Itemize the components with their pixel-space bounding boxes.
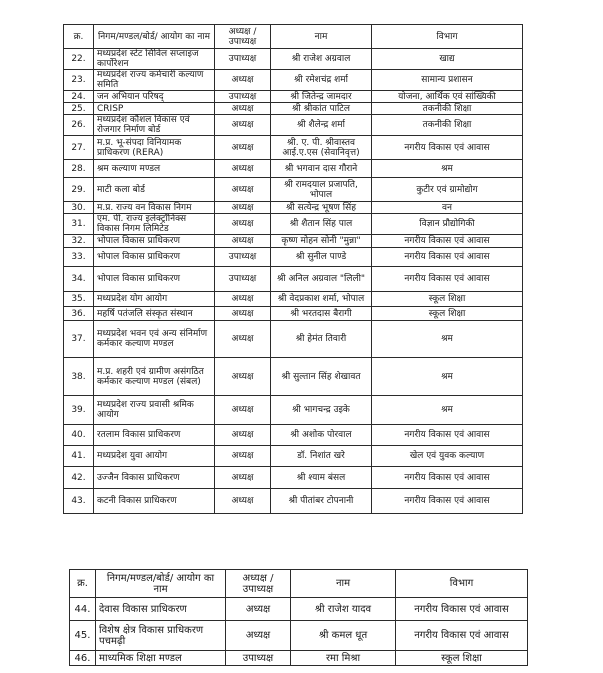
cell-organization: मध्यप्रदेश राज्य कर्मचारी कल्याण समिति [94, 70, 215, 91]
header-organization: निगम/मण्डल/बोर्ड/ आयोग का नाम [96, 570, 226, 598]
cell-serial-no: 38. [64, 358, 94, 396]
cell-serial-no: 35. [64, 292, 94, 307]
table-row [64, 70, 523, 91]
table-row [70, 651, 528, 666]
table-row [64, 49, 523, 70]
cell-post: उपाध्यक्ष [215, 91, 271, 103]
cell-department: खेल एवं युवक कल्याण [372, 446, 523, 467]
cell-organization: भोपाल विकास प्राधिकरण [94, 235, 215, 248]
cell-name: कृष्ण मोहन सोनी "मुन्ना" [271, 235, 372, 248]
cell-serial-no: 25. [64, 103, 94, 115]
cell-name: श्री शैतान सिंह पाल [271, 214, 372, 235]
cell-name: श्री जितेन्द्र जामदार [271, 91, 372, 103]
cell-department: योजना, आर्थिक एवं सांख्यिकी [372, 91, 523, 103]
table-row [64, 103, 523, 115]
cell-serial-no: 30. [64, 202, 94, 214]
header-name: नाम [271, 25, 372, 49]
cell-department: स्कूल शिक्षा [372, 307, 523, 321]
header-department: विभाग [372, 25, 523, 49]
cell-department: नगरीय विकास एवं आवास [372, 248, 523, 267]
header-department: विभाग [396, 570, 528, 598]
cell-organization: भोपाल विकास प्राधिकरण [94, 267, 215, 292]
table-row [64, 446, 523, 467]
cell-serial-no: 46. [70, 651, 96, 666]
cell-department: श्रम [372, 358, 523, 396]
table-row [64, 321, 523, 358]
table-row [64, 467, 523, 489]
cell-organization: मध्यप्रदेश भवन एवं अन्य संनिर्माण कर्मकार कल्याण मण्डल [94, 321, 215, 358]
cell-post: अध्यक्ष [215, 489, 271, 514]
cell-name: रमा मिश्रा [291, 651, 396, 666]
cell-department: स्कूल शिक्षा [396, 651, 528, 666]
cell-serial-no: 27. [64, 136, 94, 160]
cell-organization: म.प्र. राज्य वन विकास निगम [94, 202, 215, 214]
header-name: नाम [291, 570, 396, 598]
table-row [64, 307, 523, 321]
cell-department: तकनीकी शिक्षा [372, 115, 523, 136]
cell-department: श्रम [372, 321, 523, 358]
cell-organization: महर्षि पतंजलि संस्कृत संस्थान [94, 307, 215, 321]
cell-organization: मध्यप्रदेश स्टेट सिविल सप्लाइज कार्पोरेशन [94, 49, 215, 70]
cell-name: श्री कमल धूत [291, 621, 396, 651]
table-row [64, 396, 523, 425]
table-row [64, 248, 523, 267]
table-row [64, 91, 523, 103]
cell-serial-no: 45. [70, 621, 96, 651]
cell-post: अध्यक्ष [215, 202, 271, 214]
table-header-row [64, 25, 523, 49]
cell-name: श्री पीतांबर टोपनानी [271, 489, 372, 514]
appointments-table-top [63, 24, 523, 514]
cell-name: डॉ. निशांत खरे [271, 446, 372, 467]
table-row [64, 489, 523, 514]
cell-name: श्री भगवान दास गौराने [271, 160, 372, 178]
cell-serial-no: 39. [64, 396, 94, 425]
cell-organization: मध्यप्रदेश राज्य प्रवासी श्रमिक आयोग [94, 396, 215, 425]
cell-post: अध्यक्ष [215, 396, 271, 425]
cell-organization: मध्यप्रदेश युवा आयोग [94, 446, 215, 467]
cell-post: अध्यक्ष [215, 214, 271, 235]
cell-name: श्री रामदयाल प्रजापति, भोपाल [271, 178, 372, 202]
header-post: अध्यक्ष / उपाध्यक्ष [226, 570, 291, 598]
cell-organization: एम. पी. राज्य इलेक्ट्रॉनिक्स विकास निगम लिमिटेड [94, 214, 215, 235]
table-row [70, 621, 528, 651]
cell-post: अध्यक्ष [215, 425, 271, 446]
cell-post: उपाध्यक्ष [215, 267, 271, 292]
cell-department: श्रम [372, 160, 523, 178]
cell-post: अध्यक्ष [215, 235, 271, 248]
cell-serial-no: 44. [70, 598, 96, 621]
table-row [64, 292, 523, 307]
cell-organization: मध्यप्रदेश योग आयोग [94, 292, 215, 307]
cell-serial-no: 26. [64, 115, 94, 136]
cell-department: विज्ञान प्रौद्योगिकी [372, 214, 523, 235]
cell-post: अध्यक्ष [215, 160, 271, 178]
cell-department: नगरीय विकास एवं आवास [372, 136, 523, 160]
table-row [64, 136, 523, 160]
cell-serial-no: 22. [64, 49, 94, 70]
cell-organization: मध्यप्रदेश कौशल विकास एवं रोजगार निर्माण बोर्ड [94, 115, 215, 136]
cell-post: अध्यक्ष [215, 115, 271, 136]
cell-name: श्री राजेश यादव [291, 598, 396, 621]
cell-organization: उज्जैन विकास प्राधिकरण [94, 467, 215, 489]
cell-serial-no: 24. [64, 91, 94, 103]
cell-name: श्री वेदप्रकाश शर्मा, भोपाल [271, 292, 372, 307]
cell-name: श्री राजेश अग्रवाल [271, 49, 372, 70]
cell-name: श्री अनिल अग्रवाल "लिली" [271, 267, 372, 292]
cell-department: नगरीय विकास एवं आवास [396, 598, 528, 621]
cell-name: श्री श्याम बंसल [271, 467, 372, 489]
cell-name: श्री. ए. पी. श्रीवास्तव आई.ए.एस (सेवानिवृत्त) [271, 136, 372, 160]
cell-organization: जन अभियान परिषद् [94, 91, 215, 103]
cell-serial-no: 42. [64, 467, 94, 489]
cell-serial-no: 23. [64, 70, 94, 91]
cell-name: श्री सुल्तान सिंह शेखावत [271, 358, 372, 396]
cell-post: अध्यक्ष [215, 292, 271, 307]
table-row [64, 115, 523, 136]
cell-organization: म.प्र. शहरी एवं ग्रामीण असंगठित कर्मकार कल्याण मण्डल (संबल) [94, 358, 215, 396]
cell-serial-no: 43. [64, 489, 94, 514]
cell-department: नगरीय विकास एवं आवास [372, 235, 523, 248]
cell-department: सामान्य प्रशासन [372, 70, 523, 91]
table-row [64, 202, 523, 214]
cell-name: श्री भागचन्द्र उइके [271, 396, 372, 425]
cell-organization: माध्यमिक शिक्षा मण्डल [96, 651, 226, 666]
cell-post: अध्यक्ष [215, 446, 271, 467]
cell-post: अध्यक्ष [215, 103, 271, 115]
cell-department: नगरीय विकास एवं आवास [372, 489, 523, 514]
cell-organization: म.प्र. भू-संपदा विनियामक प्राधिकरण (RERA) [94, 136, 215, 160]
table-row [64, 160, 523, 178]
cell-department: नगरीय विकास एवं आवास [372, 425, 523, 446]
cell-serial-no: 28. [64, 160, 94, 178]
cell-post: अध्यक्ष [215, 178, 271, 202]
cell-department: नगरीय विकास एवं आवास [396, 621, 528, 651]
cell-post: अध्यक्ष [226, 621, 291, 651]
cell-department: कुटीर एवं ग्रामोद्योग [372, 178, 523, 202]
cell-post: अध्यक्ष [215, 136, 271, 160]
cell-department: श्रम [372, 396, 523, 425]
table-row [64, 178, 523, 202]
table-row [64, 425, 523, 446]
table-header-row [70, 570, 528, 598]
cell-post: अध्यक्ष [226, 598, 291, 621]
table-row [64, 267, 523, 292]
cell-department: नगरीय विकास एवं आवास [372, 467, 523, 489]
cell-post: अध्यक्ष [215, 321, 271, 358]
cell-organization: भोपाल विकास प्राधिकरण [94, 248, 215, 267]
cell-name: श्री सुनील पाण्डे [271, 248, 372, 267]
cell-post: उपाध्यक्ष [215, 49, 271, 70]
table-row [64, 214, 523, 235]
header-post: अध्यक्ष / उपाध्यक्ष [215, 25, 271, 49]
cell-name: श्री सत्येन्द्र भूषण सिंह [271, 202, 372, 214]
cell-serial-no: 40. [64, 425, 94, 446]
cell-post: अध्यक्ष [215, 467, 271, 489]
cell-department: वन [372, 202, 523, 214]
cell-name: श्री भरतदास बैरागी [271, 307, 372, 321]
cell-name: श्री अशोक पोरवाल [271, 425, 372, 446]
cell-organization: विशेष क्षेत्र विकास प्राधिकरण पचमढ़ी [96, 621, 226, 651]
cell-serial-no: 41. [64, 446, 94, 467]
header-serial-no: क्र. [70, 570, 96, 598]
cell-department: स्कूल शिक्षा [372, 292, 523, 307]
cell-name: श्री श्रीकांत पाटिल [271, 103, 372, 115]
cell-organization: CRISP [94, 103, 215, 115]
cell-serial-no: 31. [64, 214, 94, 235]
cell-post: उपाध्यक्ष [226, 651, 291, 666]
cell-post: अध्यक्ष [215, 70, 271, 91]
cell-post: उपाध्यक्ष [215, 248, 271, 267]
table-row [64, 235, 523, 248]
appointments-table-bottom [69, 569, 528, 666]
cell-serial-no: 33. [64, 248, 94, 267]
cell-organization: देवास विकास प्राधिकरण [96, 598, 226, 621]
cell-serial-no: 37. [64, 321, 94, 358]
cell-serial-no: 32. [64, 235, 94, 248]
cell-department: खाद्य [372, 49, 523, 70]
cell-organization: श्रम कल्याण मण्डल [94, 160, 215, 178]
header-organization: निगम/मण्डल/बोर्ड/ आयोग का नाम [94, 25, 215, 49]
cell-organization: कटनी विकास प्राधिकरण [94, 489, 215, 514]
cell-post: अध्यक्ष [215, 307, 271, 321]
cell-serial-no: 29. [64, 178, 94, 202]
table-row [70, 598, 528, 621]
cell-serial-no: 34. [64, 267, 94, 292]
cell-department: नगरीय विकास एवं आवास [372, 267, 523, 292]
cell-name: श्री शैलेन्द्र शर्मा [271, 115, 372, 136]
cell-organization: रतलाम विकास प्राधिकरण [94, 425, 215, 446]
cell-serial-no: 36. [64, 307, 94, 321]
table-row [64, 358, 523, 396]
cell-name: श्री हेमंत तिवारी [271, 321, 372, 358]
header-serial-no: क्र. [64, 25, 94, 49]
cell-post: अध्यक्ष [215, 358, 271, 396]
cell-organization: माटी कला बोर्ड [94, 178, 215, 202]
cell-name: श्री रमेशचंद्र शर्मा [271, 70, 372, 91]
cell-department: तकनीकी शिक्षा [372, 103, 523, 115]
